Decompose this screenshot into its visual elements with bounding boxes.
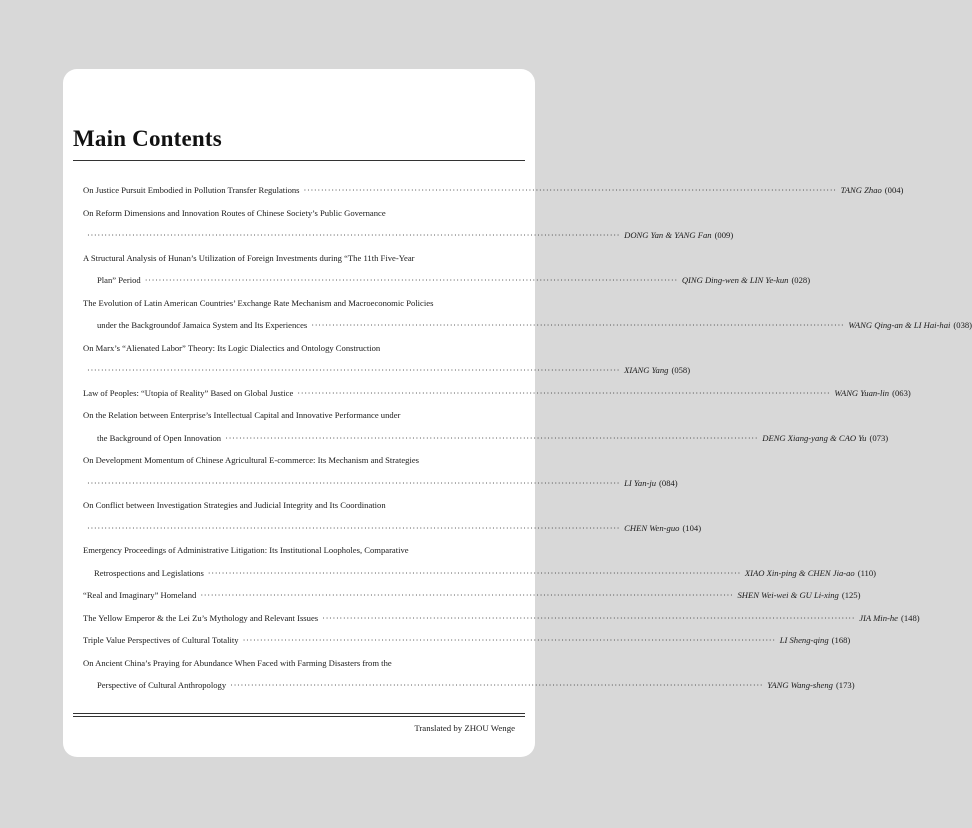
toc-entry-line [83,607,920,630]
toc-entry-page: (084) [659,477,678,488]
toc-entry-page: (110) [857,567,877,578]
toc-entry-title: On Justice Pursuit Embodied in Pollution Transfer Regulations [83,185,300,195]
toc-entry-title: Retrospections and Legislations [94,567,204,578]
title-divider [73,160,525,161]
toc-entry-title: Triple Value Perspectives of Cultural Totality [83,635,239,645]
toc-leader-dots: ·························································································································································· [297,387,831,398]
toc-entry-author: LI Yan-ju [624,477,657,488]
toc-entry-title: Emergency Proceedings of Administrative Litigation: Its Institutional Loopholes, Comparative [83,545,409,555]
toc-entry-title: On Conflict between Investigation Strategies and Judicial Integrity and Its Coordination [83,500,386,510]
bottom-divider-bottom [73,716,525,717]
toc-entry-line [83,629,851,652]
toc-entry-page: (058) [671,365,691,375]
toc-entry-title: On Marx’s “Alienated Labor” Theory: Its Logic Dialectics and Ontology Construction [83,342,381,353]
toc-entry-author: DONG Yan & YANG Fan [624,230,712,240]
toc-leader-dots: ·························································································································································· [303,185,837,195]
toc-entry-page: (073) [869,432,889,443]
toc-entry-title: On Reform Dimensions and Innovation Routes of Chinese Society’s Public Governance [83,207,386,218]
toc-leader-dots: ·························································································································································· [87,365,621,375]
toc-entry-line [83,449,517,472]
toc-entry-author: LI Sheng-qing [779,635,829,645]
toc-leader-dots: ·························································································································································· [242,635,776,645]
toc-entry-line [83,427,889,450]
toc-leader-dots: ·························································································································································· [87,522,621,533]
toc-entry-author: WANG Yuan-lin [834,387,890,398]
toc-entry-title: Perspective of Cultural Anthropology [97,680,227,690]
toc-entry-title: A Structural Analysis of Hunan’s Utilization of Foreign Investments during “The 11th Five-Year [83,252,415,263]
toc-entry-title: The Evolution of Latin American Countries’ Exchange Rate Mechanism and Macroeconomic Policies [83,297,434,308]
toc-entry-title: On Development Momentum of Chinese Agricultural E-commerce: Its Mechanism and Strategies [83,455,420,465]
toc-leader-dots: ·························································································································································· [311,320,845,330]
toc-leader-dots: ·························································································································································· [322,612,856,623]
toc-leader-dots: ·························································································································································· [200,590,734,600]
toc-entry-page: (148) [900,612,920,623]
toc-entry-line [83,314,972,337]
toc-entry-line [83,292,517,315]
page-title: Main Contents [73,126,222,151]
toc-entry-author: QING Ding-wen & LIN Ye-kun [681,275,789,285]
toc-entry-author: YANG Wang-sheng [767,680,833,690]
toc-entry-page: (104) [682,522,702,533]
toc-entry-line [83,359,691,382]
toc-entry-page: (168) [831,635,851,645]
toc-leader-dots: ·························································································································································· [225,432,759,443]
toc-entry-page: (125) [841,590,861,600]
toc-entry-author: JIA Min-he [859,612,898,623]
toc-entry-title: the Background of Open Innovation [97,432,222,443]
toc-entry-line [83,562,877,585]
toc-entry-author: XIAO Xin-ping & CHEN Jia-ao [744,567,855,578]
toc-entry-line [83,539,517,562]
toc-entry-author: CHEN Wen-guo [624,522,680,533]
toc-entry-line [83,224,734,247]
toc-leader-dots: ·························································································································································· [87,477,621,488]
toc-entry-title: “Real and Imaginary” Homeland [83,590,197,600]
toc-entry-author: SHEN Wei-wei & GU Li-xing [737,590,839,600]
toc-entry-page: (173) [835,680,855,690]
toc-entry-title: Law of Peoples: “Utopia of Reality” Based on Global Justice [83,387,294,398]
toc-entry-author: WANG Qing-an & LI Hai-hai [848,320,951,330]
toc-leader-dots: ·························································································································································· [230,680,764,690]
toc-entry-line [83,472,678,495]
toc-entry-line [83,179,904,202]
toc-entry-line [83,652,517,675]
toc-entry-line [83,382,911,405]
translator-credit: Translated by ZHOU Wenge [414,723,515,733]
toc-entry-title: Plan” Period [97,275,141,285]
bottom-divider-top [73,713,525,714]
toc-entry-title: On the Relation between Enterprise’s Intellectual Capital and Innovative Performance under [83,410,401,420]
toc-entry-line [83,674,855,697]
toc-leader-dots: ·························································································································································· [207,567,741,578]
toc-entry-page: (028) [791,275,811,285]
toc-entry-title: The Yellow Emperor & the Lei Zu’s Mythology and Relevant Issues [83,612,319,623]
toc-leader-dots: ·························································································································································· [87,230,621,240]
toc-entry-page: (009) [714,230,734,240]
toc-entry-page: (063) [892,387,911,398]
toc-entry-line [83,584,861,607]
toc-entry-line [83,202,517,225]
contents-page [63,69,972,757]
toc-entry-line [83,494,517,517]
table-of-contents [83,179,972,697]
toc-entry-page: (038) [953,320,972,330]
toc-entry-page: (004) [884,185,904,195]
toc-entry-line [83,337,517,360]
toc-entry-line [83,404,517,427]
toc-entry-line [83,247,517,270]
toc-entry-line [83,517,702,540]
toc-entry-author: DENG Xiang-yang & CAO Yu [762,432,867,443]
toc-entry-author: TANG Zhao [840,185,882,195]
toc-entry-title: under the Backgroundof Jamaica System and Its Experiences [97,320,308,330]
toc-entry-title: On Ancient China’s Praying for Abundance When Faced with Farming Disasters from the [83,657,392,668]
toc-entry-line [83,269,811,292]
toc-entry-author: XIANG Yang [624,365,669,375]
toc-leader-dots: ·························································································································································· [144,275,678,285]
